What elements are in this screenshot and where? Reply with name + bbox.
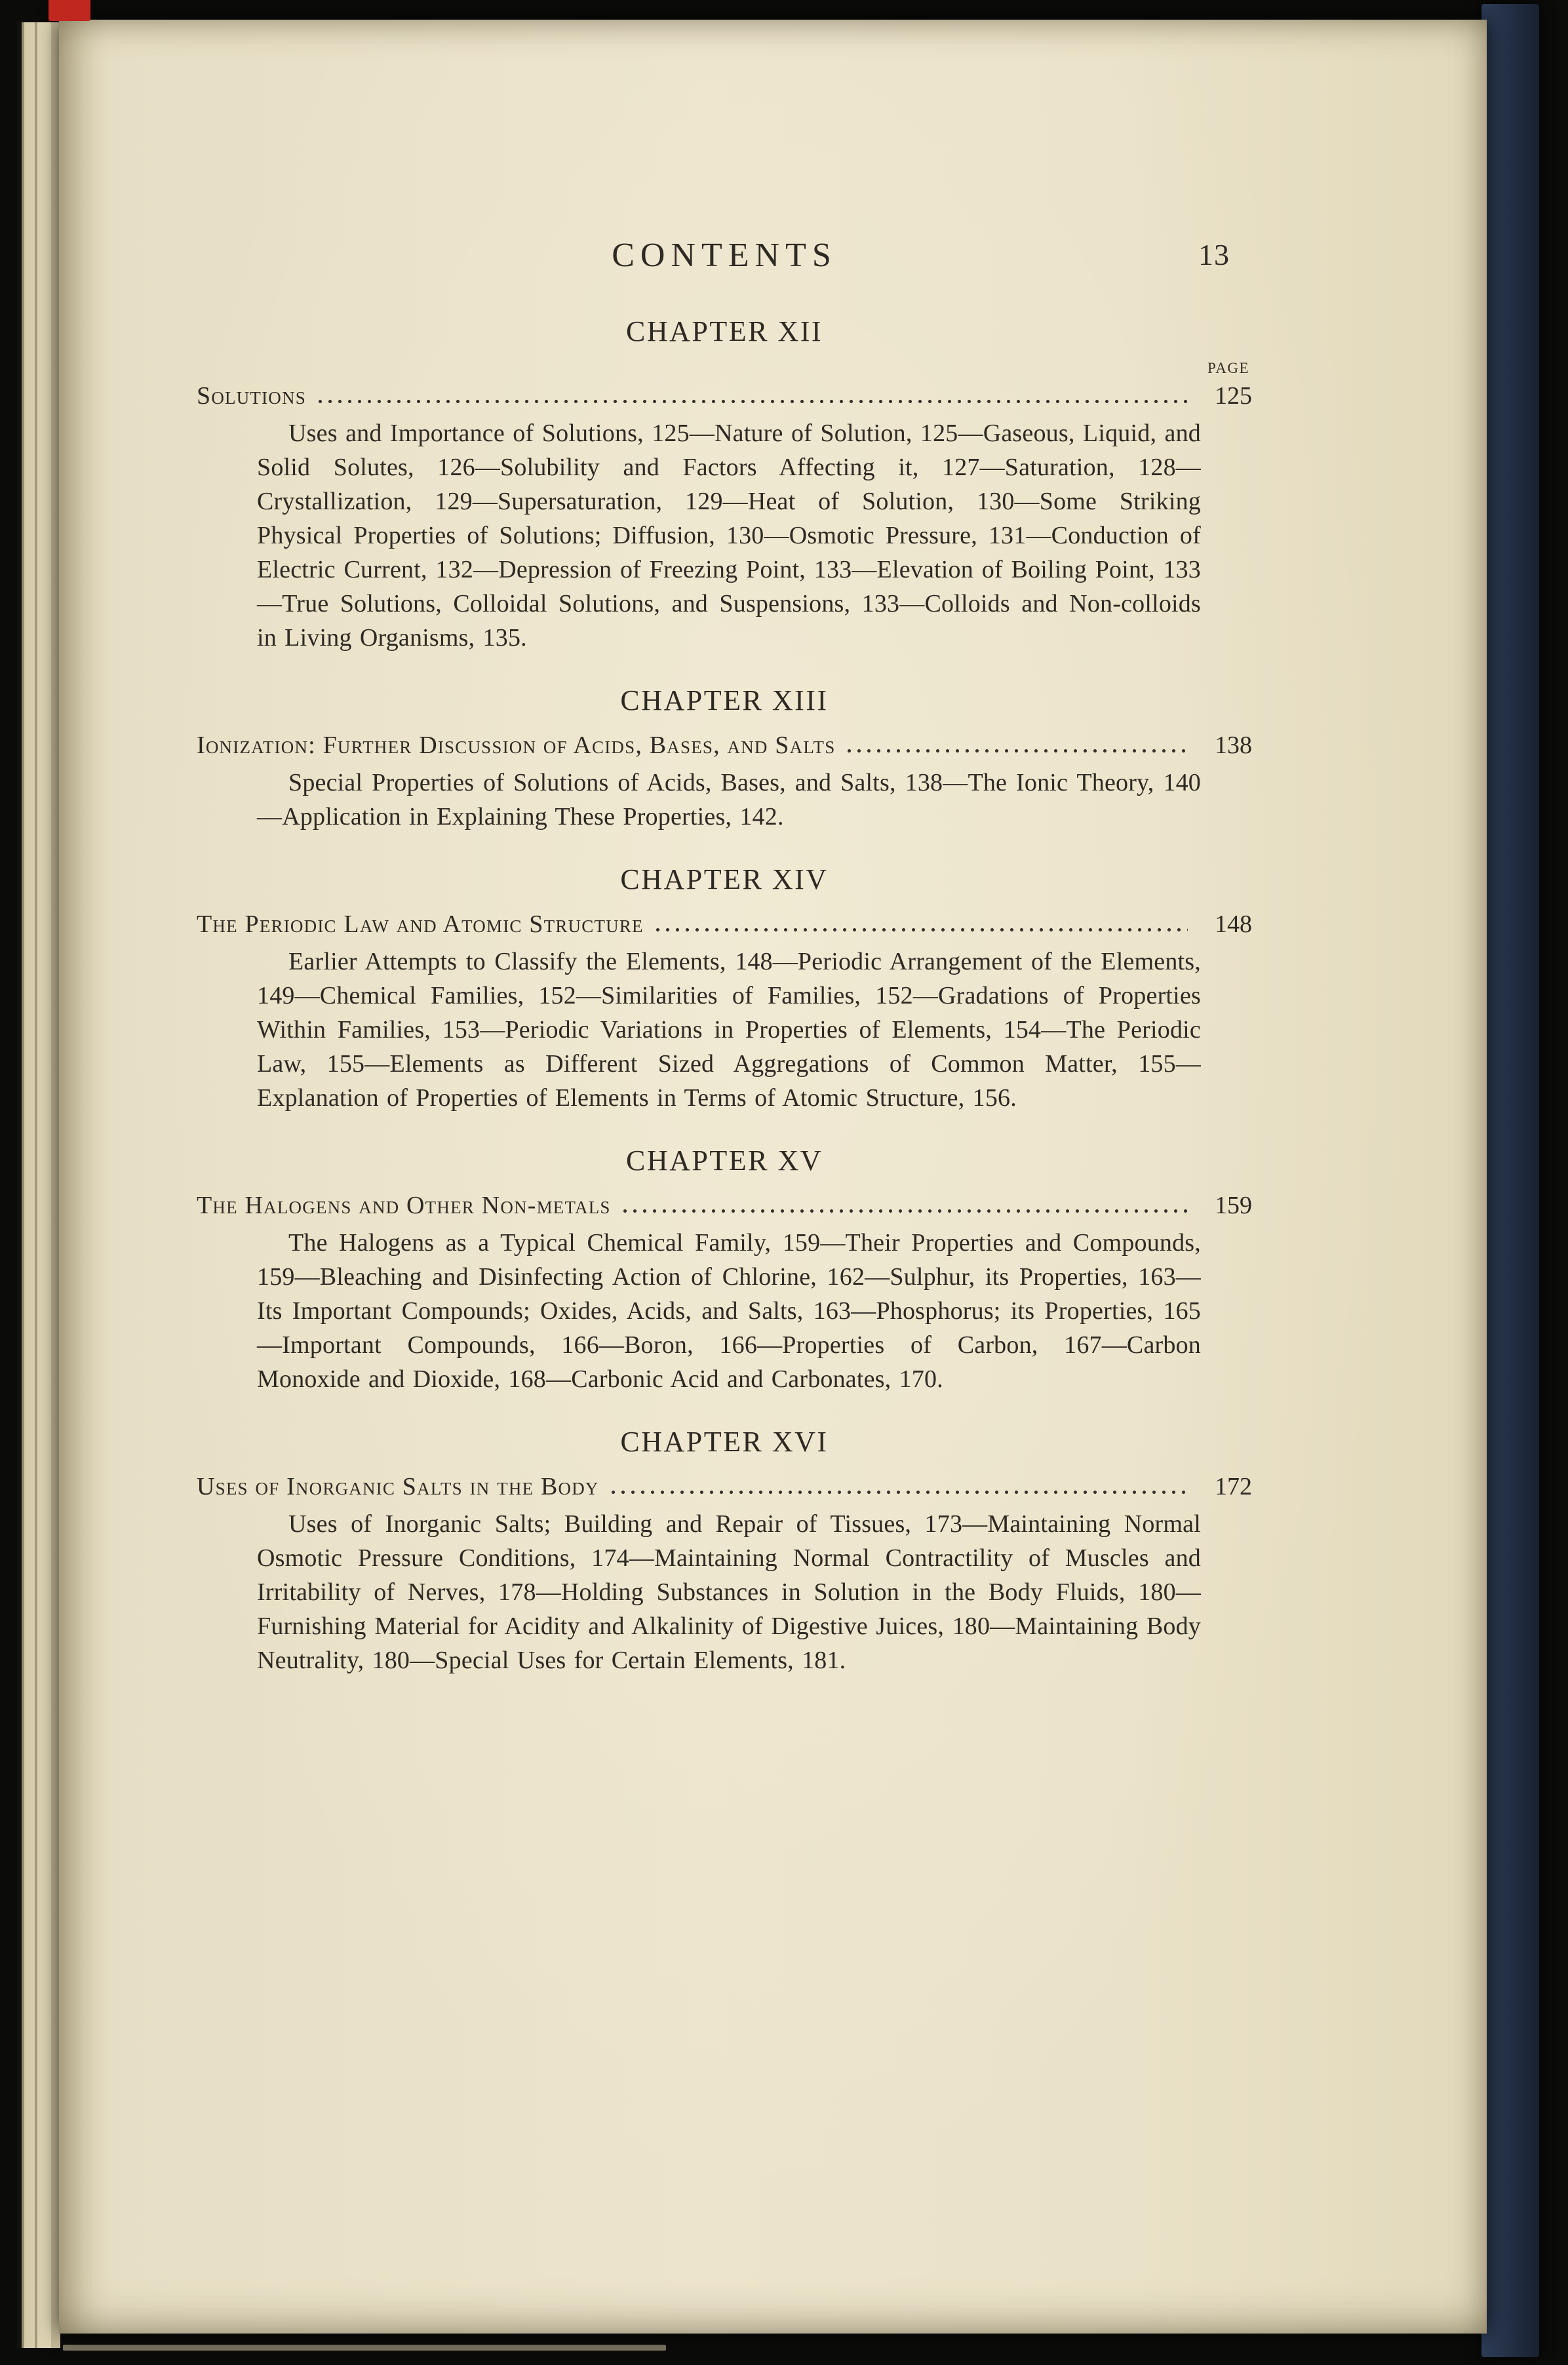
- chapter-heading: CHAPTER XIII: [620, 684, 829, 716]
- toc-entry-title: Ionization: Further Discussion of Acids, Bases, and Salts: [197, 732, 836, 759]
- toc-chapter-xiii: [197, 684, 1252, 834]
- dot-leader: [608, 1469, 1188, 1504]
- toc-entry-page: 159: [1215, 1192, 1252, 1219]
- chapter-heading: CHAPTER XV: [625, 1144, 823, 1177]
- dot-leader: [844, 728, 1188, 763]
- chapter-heading: CHAPTER XIV: [620, 863, 829, 895]
- chapter-heading: CHAPTER XVI: [620, 1426, 829, 1458]
- toc-entry-title: The Periodic Law and Atomic Structure: [197, 910, 644, 938]
- toc-chapter-xv: [197, 1144, 1252, 1396]
- toc-entry-title: Uses of Inorganic Salts in the Body: [197, 1473, 599, 1500]
- toc-chapter-xiv: [197, 863, 1252, 1115]
- book-cover-edge: [1481, 4, 1539, 2357]
- page-header: [197, 236, 1252, 278]
- chapter-summary: Earlier Attempts to Classify the Elements, 148—Periodic Arrangement of the Elements, 149—Chemical Families, 152—Similarities of Families, 152—Gradations of Properties Within Families, 153—Periodic Variations in Properties of Elements, 154—The Periodic Law, 155—Elements as Different Sized Aggregations of Common Matter, 155—Explanation of Properties of Elements in Terms of Atomic Structure, 156.: [257, 948, 1201, 1112]
- red-bookmark-tab: [49, 0, 90, 21]
- toc-entry-page: 138: [1215, 732, 1252, 759]
- dot-leader: [653, 907, 1188, 942]
- book-page: [59, 20, 1487, 2334]
- dot-leader: [315, 378, 1188, 414]
- toc-entry-line: [197, 1188, 1252, 1223]
- toc-entry-page: 148: [1215, 910, 1252, 938]
- chapter-summary: Special Properties of Solutions of Acids, Bases, and Salts, 138—The Ionic Theory, 140—Application in Explaining These Properties, 142.: [257, 769, 1201, 831]
- toc-entry-line: [197, 728, 1252, 763]
- toc-entry-page: 172: [1215, 1473, 1252, 1500]
- folio-number: 13: [1198, 238, 1230, 271]
- chapter-heading: CHAPTER XII: [625, 315, 823, 347]
- chapter-summary: The Halogens as a Typical Chemical Family, 159—Their Properties and Compounds, 159—Bleaching and Disinfecting Action of Chlorine, 162—Sulphur, its Properties, 163—Its Important Compounds; Oxides, Acids, and Salts, 163—Phosphorus; its Properties, 165—Important Compounds, 166—Boron, 166—Properties of Carbon, 167—Carbon Monoxide and Dioxide, 168—Carbonic Acid and Carbonates, 170.: [257, 1229, 1201, 1393]
- toc-entry-title: Solutions: [197, 382, 306, 410]
- page-title: CONTENTS: [612, 237, 837, 274]
- chapter-summary: Uses and Importance of Solutions, 125—Nature of Solution, 125—Gaseous, Liquid, and Solid Solutes, 126—Solubility and Factors Affecting it, 127—Saturation, 128—Crystallization, 129—Supersaturation, 129—Heat of Solution, 130—Some Striking Physical Properties of Solutions; Diffusion, 130—Osmotic Pressure, 131—Conduction of Electric Current, 132—Depression of Freezing Point, 133—Elevation of Boiling Point, 133—True Solutions, Colloidal Solutions, and Suspensions, 133—Colloids and Non-colloids in Living Organisms, 135.: [257, 420, 1201, 652]
- toc-entry-page: 125: [1215, 382, 1252, 410]
- toc-entry-line: [197, 1469, 1252, 1504]
- dot-leader: [620, 1188, 1188, 1223]
- page-column-label: PAGE: [1207, 360, 1249, 376]
- toc-chapter-xvi: [197, 1425, 1252, 1677]
- bottom-page-edge: [63, 2345, 666, 2351]
- chapter-summary: Uses of Inorganic Salts; Building and Repair of Tissues, 173—Maintaining Normal Osmotic Pressure Conditions, 174—Maintaining Normal Contractility of Muscles and Irritability of Nerves, 178—Holding Substances in Solution in the Body Fluids, 180—Furnishing Material for Acidity and Alkalinity of Digestive Juices, 180—Maintaining Body Neutrality, 180—Special Uses for Certain Elements, 181.: [257, 1510, 1201, 1674]
- page-edge-stack: [17, 22, 60, 2348]
- toc-content: [197, 236, 1252, 1677]
- toc-chapter-xii: [197, 315, 1252, 655]
- toc-entry-line: [197, 378, 1252, 414]
- toc-entry-title: The Halogens and Other Non-metals: [197, 1192, 611, 1219]
- toc-entry-line: [197, 907, 1252, 942]
